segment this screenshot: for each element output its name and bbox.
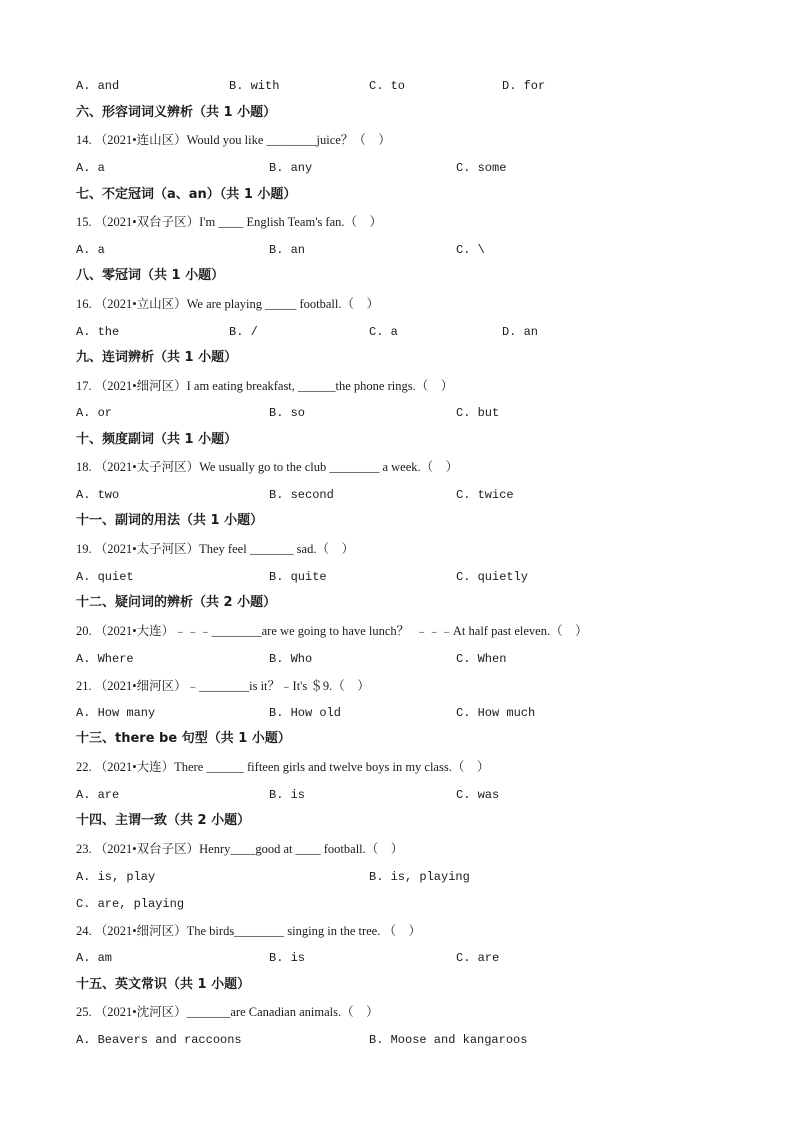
question-text: 16. （2021•立山区）We are playing _____ football.（ ） [76, 297, 379, 311]
answer-options [76, 896, 716, 912]
section-heading: 九、连词辨析（共 1 小题） [76, 350, 238, 365]
question-text: 22. （2021•大连）There ______ fifteen girls and twelve boys in my class.（ ） [76, 760, 490, 774]
section-heading: 十二、疑问词的辨析（共 2 小题） [76, 595, 277, 610]
question-text: 21. （2021•细河区）﹣________is it？﹣It's ＄9.（ ） [76, 679, 370, 693]
answer-option: C. \ [456, 243, 485, 257]
answer-option: C. When [456, 652, 507, 666]
answer-options [76, 324, 716, 340]
question-text: 19. （2021•太子河区）They feel _______ sad.（ ） [76, 542, 354, 556]
answer-option: C. twice [456, 488, 514, 502]
answer-option: C. but [456, 406, 500, 420]
answer-option: A. a [76, 243, 105, 257]
answer-option: C. to [369, 79, 406, 93]
answer-option: B. quite [269, 570, 327, 584]
answer-option: A. are [76, 788, 120, 802]
answer-options [76, 487, 716, 503]
answer-option: B. an [269, 243, 306, 257]
question-text: 15. （2021•双台子区）I'm ____ English Team's fan.（ ） [76, 215, 383, 229]
answer-option: A. How many [76, 706, 156, 720]
question-text: 17. （2021•细河区）I am eating breakfast, ______the phone rings.（ ） [76, 379, 454, 393]
section-heading: 十三、there be 句型（共 1 小题） [76, 731, 291, 746]
answer-option: C. quietly [456, 570, 529, 584]
answer-option: B. is [269, 788, 306, 802]
answer-option: A. a [76, 161, 105, 175]
question-text: 20. （2021•大连）﹣﹣﹣________are we going to have lunch？ ﹣﹣﹣At half past eleven.（ ） [76, 624, 588, 638]
question-text: 25. （2021•沈河区）_______are Canadian animals.（ ） [76, 1005, 379, 1019]
answer-option: A. Where [76, 652, 134, 666]
answer-option: A. am [76, 951, 113, 965]
answer-option: C. some [456, 161, 507, 175]
answer-options [76, 78, 716, 94]
answer-options [76, 950, 716, 966]
answer-option: B. so [269, 406, 306, 420]
answer-option: C. are, playing [76, 897, 185, 911]
answer-option: A. Beavers and raccoons [76, 1033, 242, 1047]
answer-option: B. / [229, 325, 258, 339]
answer-option: B. any [269, 161, 313, 175]
question-text: 24. （2021•细河区）The birds________ singing in the tree. （ ） [76, 924, 421, 938]
answer-option: B. Who [269, 652, 313, 666]
answer-option: A. is, play [76, 870, 156, 884]
answer-options [76, 869, 716, 885]
section-heading: 七、不定冠词（a、an）（共 1 小题） [76, 187, 297, 202]
answer-option: C. How much [456, 706, 536, 720]
question-text: 14. （2021•连山区）Would you like ________juice？（ ） [76, 133, 391, 147]
answer-options [76, 787, 716, 803]
answer-options [76, 1032, 716, 1048]
section-heading: 十、频度副词（共 1 小题） [76, 432, 238, 447]
answer-option: A. the [76, 325, 120, 339]
answer-options [76, 160, 716, 176]
answer-option: D. an [502, 325, 539, 339]
answer-option: C. a [369, 325, 398, 339]
answer-option: A. or [76, 406, 113, 420]
answer-options [76, 569, 716, 585]
answer-option: C. was [456, 788, 500, 802]
answer-option: C. are [456, 951, 500, 965]
answer-option: B. is [269, 951, 306, 965]
answer-option: A. two [76, 488, 120, 502]
question-text: 18. （2021•太子河区）We usually go to the club ________ a week.（ ） [76, 460, 459, 474]
question-text: 23. （2021•双台子区）Henry____good at ____ football.（ ） [76, 842, 404, 856]
section-heading: 十四、主谓一致（共 2 小题） [76, 813, 251, 828]
answer-option: B. with [229, 79, 280, 93]
answer-option: B. second [269, 488, 334, 502]
answer-option: D. for [502, 79, 546, 93]
section-heading: 十一、副词的用法（共 1 小题） [76, 513, 264, 528]
section-heading: 十五、英文常识（共 1 小题） [76, 977, 251, 992]
answer-option: B. Moose and kangaroos [369, 1033, 528, 1047]
answer-options [76, 651, 716, 667]
answer-option: B. How old [269, 706, 342, 720]
section-heading: 八、零冠词（共 1 小题） [76, 268, 225, 283]
answer-options [76, 405, 716, 421]
answer-option: B. is, playing [369, 870, 470, 884]
answer-option: A. and [76, 79, 120, 93]
section-heading: 六、形容词词义辨析（共 1 小题） [76, 105, 277, 120]
answer-options [76, 242, 716, 258]
answer-option: A. quiet [76, 570, 134, 584]
answer-options [76, 705, 716, 721]
